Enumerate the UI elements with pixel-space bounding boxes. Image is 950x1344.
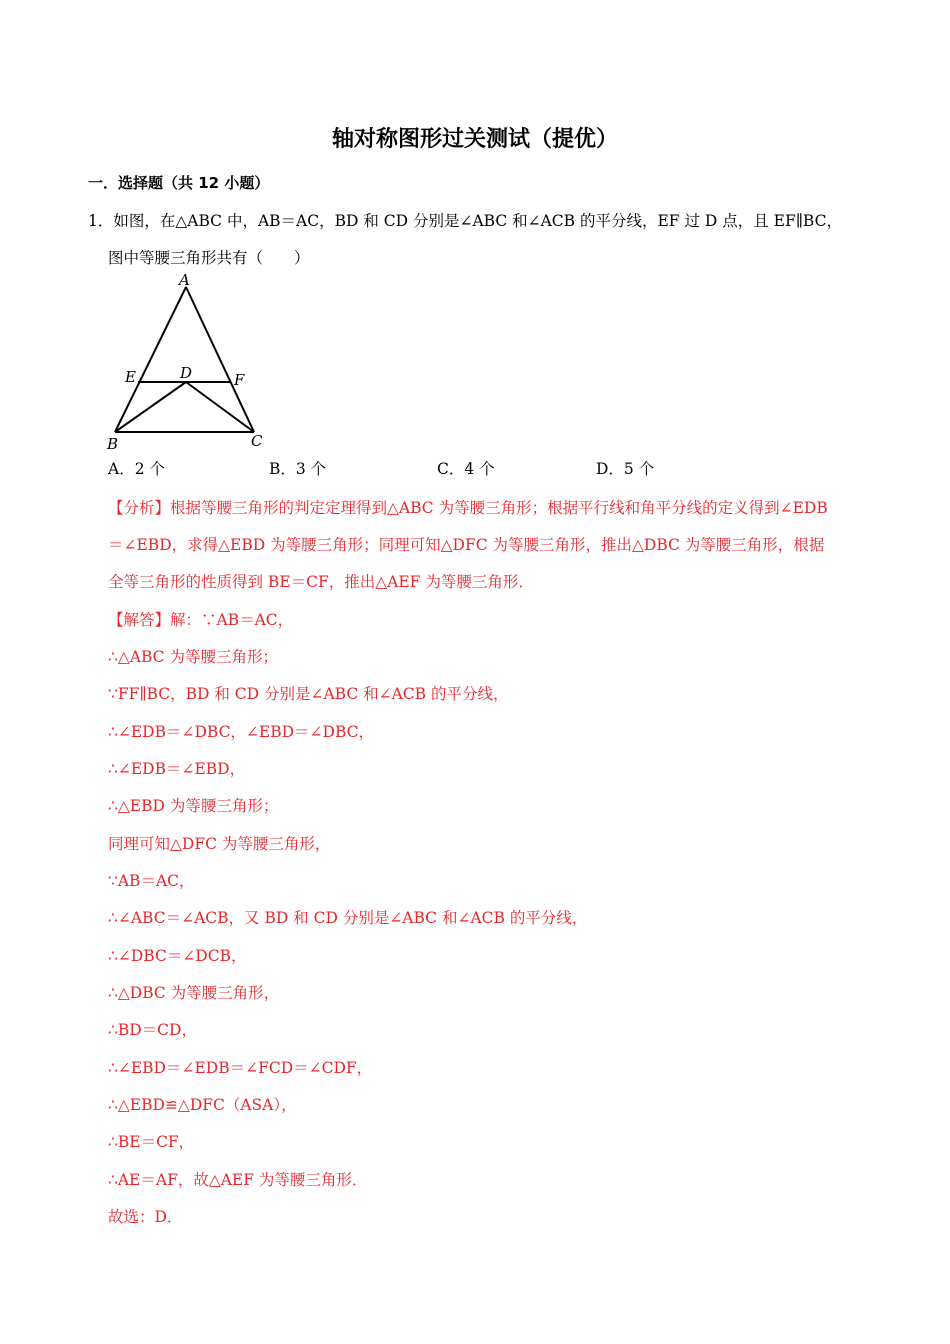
solution-line: ∴BE＝CF， (108, 1133, 195, 1151)
question-text-line2: 图中等腰三角形共有（ ） (108, 249, 310, 267)
analysis-line3: 全等三角形的性质得到 BE＝CF，推出△AEF 为等腰三角形． (108, 573, 534, 591)
solution-line: ∵FF∥BC，BD 和 CD 分别是∠ABC 和∠ACB 的平分线， (108, 685, 509, 703)
option-d: D．5 个 (596, 460, 655, 478)
option-a: A．2 个 (108, 460, 165, 478)
option-b: B．3 个 (269, 460, 327, 478)
solution-line: ∴∠EDB＝∠DBC，∠EBD＝∠DBC， (108, 723, 375, 741)
solution-line: ∴AE＝AF，故△AEF 为等腰三角形． (108, 1171, 368, 1189)
segment-ac (186, 287, 254, 432)
label-e: E (125, 368, 136, 386)
solution-line: ∴∠EDB＝∠EBD， (108, 760, 246, 778)
triangle-figure (100, 272, 280, 457)
solution-line: ∵AB＝AC， (108, 872, 195, 890)
option-c: C．4 个 (437, 460, 495, 478)
label-b: B (107, 435, 119, 453)
segment-cd (186, 382, 254, 432)
solution-line: ∴BD＝CD， (108, 1021, 197, 1039)
analysis-tag: 【分析】 (108, 499, 171, 517)
solution-line: 故选：D． (108, 1208, 183, 1226)
solution-line: ∴△EBD 为等腰三角形； (108, 797, 279, 815)
solution-line: ∴∠DBC＝∠DCB， (108, 947, 247, 965)
label-c: C (251, 432, 263, 450)
solution-line: ∴△DBC 为等腰三角形， (108, 984, 280, 1002)
solution-line: ∴∠EBD＝∠EDB＝∠FCD＝∠CDF， (108, 1059, 373, 1077)
solution-tag: 【解答】 (108, 611, 171, 629)
label-f: F (234, 371, 245, 389)
analysis-line2: ＝∠EBD，求得△EBD 为等腰三角形；同理可知△DFC 为等腰三角形，推出△DBC 为等腰三角形，根据 (108, 536, 825, 554)
solution-line: ∴△EBD≌△DFC（ASA）， (108, 1096, 297, 1114)
section-heading: 一．选择题（共 12 小题） (88, 174, 270, 192)
label-d: D (180, 364, 193, 382)
solution-line: ∴△ABC 为等腰三角形； (108, 648, 278, 666)
segment-bd (115, 382, 186, 432)
solution-line: ∴∠ABC＝∠ACB，又 BD 和 CD 分别是∠ABC 和∠ACB 的平分线， (108, 909, 588, 927)
page-title: 轴对称图形过关测试（提优） (331, 127, 618, 152)
solution-line: 【解答】解：∵AB＝AC， (108, 611, 294, 629)
question-text-line1: 1．如图，在△ABC 中，AB＝AC，BD 和 CD 分别是∠ABC 和∠ACB 的平分线，EF 过 D 点，且 EF∥BC， (88, 212, 842, 230)
solution-line: 同理可知△DFC 为等腰三角形， (108, 835, 331, 853)
analysis-line1: 【分析】根据等腰三角形的判定定理得到△ABC 为等腰三角形；根据平行线和角平分线的定义得到∠EDB (108, 499, 828, 517)
label-a: A (179, 272, 190, 289)
segment-ab (115, 287, 186, 432)
